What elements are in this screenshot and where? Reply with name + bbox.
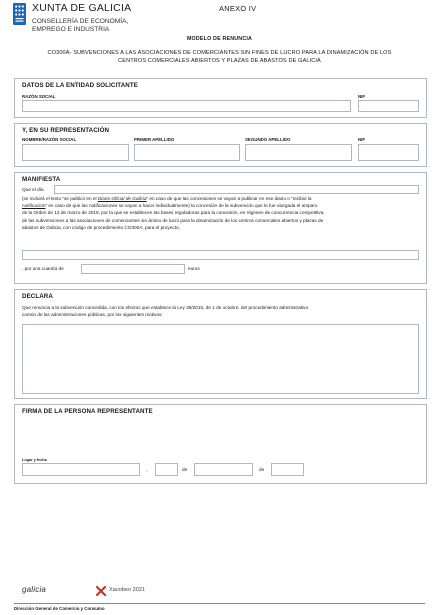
entity-section-title: DATOS DE LA ENTIDAD SOLICITANTE [22,82,138,89]
year-input[interactable] [271,463,304,476]
razon-social-input[interactable] [22,100,351,112]
manifest-line-1-a: (se incluirá el texto “se publicó en el [22,196,98,201]
name-input[interactable] [22,144,129,161]
footer-divider [14,603,425,604]
manifest-section [14,172,427,284]
manifest-date-input[interactable] [54,185,419,194]
manifest-line-3: de la Orden de 13 de marzo de 2019, por la que se establecen las bases reguladoras para la concesión, en régimen de concurrencia competitiva, [22,210,325,216]
declare-line-1: Que renuncia a la subvención concedida, con los efectos que establece la Ley 39/2015, de 1 de octubre, del procedimiento administrativo [22,305,309,310]
department-name [32,18,131,34]
manifest-line-1-c: ” en caso de que las concesiones se vayan a publicar en ese diario o “recibió la [146,196,312,201]
project-input[interactable] [22,250,419,260]
manifest-section-title: MANIFIESTA [22,176,61,183]
procedure-title [28,49,411,65]
notificacion-text: notificación [22,203,46,209]
manifest-line-2 [22,202,422,209]
diario-oficial-text: Diario Oficial de Galicia [97,196,147,201]
amount-input[interactable] [81,264,185,274]
day-input[interactable] [155,463,178,476]
declare-paragraph [22,304,422,318]
amount-prefix-text: , por una cuantía de [22,266,64,271]
entity-nif-label: NIF [358,94,366,99]
representative-nif-input[interactable] [358,144,419,161]
form-title: MODELO DE RENUNCIA [186,36,253,42]
procedure-title-line-2: CENTROS COMERCIALES ABIERTOS Y PLAZAS DE ABASTOS DE GALICIA [118,58,321,64]
representative-section-title: Y, EN SU REPRESENTACIÓN [22,127,110,134]
xacobeo-logo-icon [96,585,106,596]
organization-block [32,3,131,34]
de-label-2: de [259,467,265,472]
xacobeo-text: Xacobeo 2021 [109,587,146,593]
declare-section-title: DECLARA [22,293,53,300]
entity-section [14,78,427,118]
comma-separator: , [146,467,148,472]
manifest-paragraph [22,195,422,231]
de-label-1: de [182,467,188,472]
signature-section [14,404,427,484]
department-line-2: EMPREGO E INDUSTRIA [32,25,110,33]
directorate-name: Dirección General de Comercio y Consumo [14,606,105,611]
department-line-1: CONSELLERÍA DE ECONOMÍA, [32,17,129,25]
name-label: NOMBRE/RAZÓN SOCIAL [22,137,77,142]
entity-nif-input[interactable] [358,100,419,112]
reasons-textarea[interactable] [22,324,419,394]
annex-label: ANEXO IV [219,4,257,13]
first-surname-label: PRIMER APELLIDO [134,137,175,142]
manifest-line-4: de las subvenciones a las asociaciones de comerciantes sin ánimo de lucro para la dinamización de los centros comerciales abiertos y plazas de [22,217,324,223]
euros-label: euros [188,266,200,271]
date-label: Que el día [22,187,44,192]
declare-line-2: común de las administraciones públicas, por los siguientes motivos: [22,312,163,318]
place-input[interactable] [22,463,140,476]
representative-section [14,123,427,167]
galicia-logo: galicia [22,585,47,594]
manifest-line-1 [22,195,422,202]
manifest-line-2-b: ” en caso de que las notificaciones se vayan a hacer individualmente) la concesión de la subvención que le fue otorgada el amparo [45,203,318,209]
declare-section [14,289,427,399]
place-date-label: Lugar y fecha [22,458,47,462]
first-surname-input[interactable] [134,144,240,161]
signature-section-title: FIRMA DE LA PERSONA REPRESENTANTE [22,408,153,415]
razon-social-label: RAZÓN SOCIAL [22,94,56,99]
second-surname-input[interactable] [245,144,352,161]
xunta-coat-of-arms-icon [13,3,26,25]
organization-name: XUNTA DE GALICIA [32,2,132,14]
month-input[interactable] [194,463,253,476]
procedure-title-line-1: CO300A- SUBVENCIONES A LAS ASOCIACIONES DE COMERCIANTES SIN FINES DE LUCRO PARA LA DINAMIZACIÓN DE LOS [47,50,392,56]
representative-nif-label: NIF [358,137,366,142]
manifest-line-5: abastos de Galicia, con código de procedimiento CO300A, para el proyecto, [22,224,180,230]
second-surname-label: SEGUNDO APELLIDO [245,137,291,142]
